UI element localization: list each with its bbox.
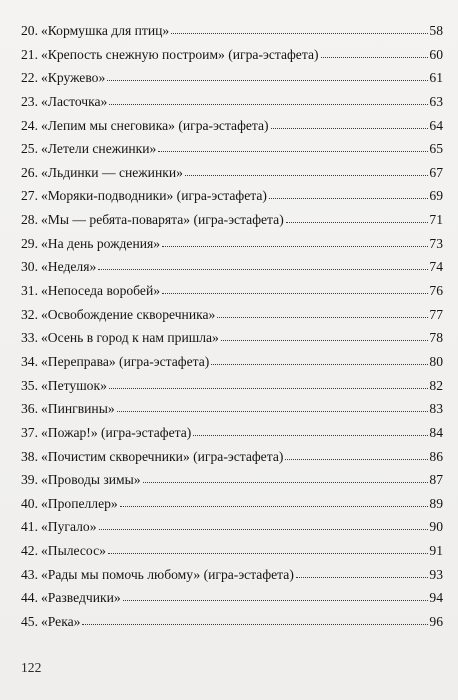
toc-entry	[21, 259, 443, 283]
dot-leader	[120, 505, 428, 507]
entry-number: 27.	[21, 188, 38, 204]
toc-entry	[21, 472, 443, 496]
dot-leader	[321, 56, 428, 58]
entry-title: «Проводы зимы»	[41, 472, 141, 488]
entry-number: 40.	[21, 495, 38, 511]
toc-entry	[21, 378, 443, 402]
toc-entry	[21, 330, 443, 354]
entry-page-number: 80	[429, 353, 443, 369]
entry-title: «Пингвины»	[41, 401, 115, 417]
entry-title: «Неделя»	[41, 259, 97, 275]
entry-number: 38.	[21, 448, 38, 464]
entry-number: 43.	[21, 566, 38, 582]
toc-entry	[21, 614, 443, 638]
dot-leader	[109, 387, 428, 389]
entry-page-number: 93	[429, 566, 443, 582]
entry-number: 41.	[21, 519, 38, 535]
dot-leader	[109, 103, 428, 105]
entry-title: «Пылесос»	[41, 543, 106, 559]
toc-entry	[21, 236, 443, 260]
entry-title: «Осень в город к нам пришла»	[41, 330, 219, 346]
entry-number: 28.	[21, 212, 38, 228]
dot-leader	[193, 434, 428, 436]
entry-number: 22.	[21, 70, 38, 86]
dot-leader	[211, 363, 428, 365]
toc-entry	[21, 23, 443, 47]
entry-page-number: 74	[429, 259, 443, 275]
entry-title: «Рады мы помочь любому» (игра-эстафета)	[41, 566, 294, 582]
dot-leader	[82, 623, 428, 625]
entry-page-number: 58	[429, 23, 443, 38]
dot-leader	[162, 292, 428, 294]
entry-page-number: 89	[429, 495, 443, 511]
toc-entry	[21, 212, 443, 236]
entry-number: 23.	[21, 93, 38, 109]
entry-page-number: 82	[429, 377, 443, 393]
dot-leader	[185, 174, 428, 176]
dot-leader	[217, 316, 428, 318]
dot-leader	[158, 150, 428, 152]
entry-title: «Освобождение скворечника»	[41, 306, 216, 322]
entry-number: 39.	[21, 472, 38, 488]
toc-entry	[21, 307, 443, 331]
toc-entry	[21, 519, 443, 543]
dot-leader	[107, 79, 428, 81]
entry-title: «Петушок»	[41, 377, 107, 393]
entry-page-number: 87	[429, 472, 443, 488]
toc-entry	[21, 590, 443, 614]
entry-title: «Летели снежинки»	[41, 141, 157, 157]
toc-entry	[21, 118, 443, 142]
entry-page-number: 65	[429, 141, 443, 157]
entry-title: «На день рождения»	[41, 235, 161, 251]
entry-number: 45.	[21, 614, 38, 630]
entry-page-number: 76	[429, 283, 443, 299]
entry-page-number: 94	[429, 590, 443, 606]
entry-number: 32.	[21, 306, 38, 322]
dot-leader	[269, 197, 428, 199]
entry-number: 33.	[21, 330, 38, 346]
dot-leader	[99, 528, 428, 530]
entry-title: «Крепость снежную построим» (игра-эстафета)	[41, 46, 319, 62]
entry-page-number: 96	[429, 614, 443, 630]
entry-number: 21.	[21, 46, 38, 62]
toc-entry	[21, 70, 443, 94]
entry-title: «Мы — ребята-поварята» (игра-эстафета)	[41, 212, 284, 228]
entry-page-number: 83	[429, 401, 443, 417]
toc-entry	[21, 47, 443, 71]
dot-leader	[285, 458, 428, 460]
entry-page-number: 64	[429, 117, 443, 133]
toc-entry	[21, 165, 443, 189]
entry-number: 35.	[21, 377, 38, 393]
entry-number: 20.	[21, 23, 38, 38]
dot-leader	[123, 599, 428, 601]
entry-number: 24.	[21, 117, 38, 133]
toc-entry	[21, 449, 443, 473]
entry-number: 30.	[21, 259, 38, 275]
entry-page-number: 90	[429, 519, 443, 535]
entry-title: «Разведчики»	[41, 590, 121, 606]
toc-entry	[21, 543, 443, 567]
toc-entry	[21, 94, 443, 118]
entry-title: «Переправа» (игра-эстафета)	[41, 353, 210, 369]
entry-title: «Пугало»	[41, 519, 97, 535]
dot-leader	[143, 481, 428, 483]
entry-title: «Пожар!» (игра-эстафета)	[41, 424, 192, 440]
entry-page-number: 73	[429, 235, 443, 251]
entry-title: «Кружево»	[41, 70, 106, 86]
entry-page-number: 69	[429, 188, 443, 204]
entry-number: 29.	[21, 235, 38, 251]
entry-number: 36.	[21, 401, 38, 417]
entry-page-number: 67	[429, 164, 443, 180]
entry-page-number: 77	[429, 306, 443, 322]
dot-leader	[221, 339, 428, 341]
entry-title: «Река»	[41, 614, 81, 630]
dot-leader	[117, 410, 428, 412]
toc-entry	[21, 425, 443, 449]
dot-leader	[296, 576, 428, 578]
dot-leader	[108, 552, 428, 554]
entry-page-number: 91	[429, 543, 443, 559]
dot-leader	[98, 268, 428, 270]
page-number: 122	[21, 660, 42, 675]
entry-page-number: 71	[429, 212, 443, 228]
toc-entry	[21, 141, 443, 165]
dot-leader	[271, 127, 428, 129]
toc-entry	[21, 401, 443, 425]
entry-page-number: 78	[429, 330, 443, 346]
entry-number: 26.	[21, 164, 38, 180]
entry-title: «Лепим мы снеговика» (игра-эстафета)	[41, 117, 269, 133]
toc-entry	[21, 188, 443, 212]
dot-leader	[286, 221, 428, 223]
entry-title: «Пропеллер»	[41, 495, 118, 511]
table-of-contents	[21, 23, 443, 638]
entry-number: 44.	[21, 590, 38, 606]
entry-number: 34.	[21, 353, 38, 369]
entry-title: «Ласточка»	[41, 93, 108, 109]
entry-page-number: 86	[429, 448, 443, 464]
entry-number: 42.	[21, 543, 38, 559]
entry-title: «Моряки-подводники» (игра-эстафета)	[41, 188, 267, 204]
entry-page-number: 61	[429, 70, 443, 86]
entry-page-number: 84	[429, 424, 443, 440]
toc-entry	[21, 496, 443, 520]
dot-leader	[171, 32, 428, 34]
entry-title: «Непоседа воробей»	[41, 283, 161, 299]
entry-page-number: 63	[429, 93, 443, 109]
entry-page-number: 60	[429, 46, 443, 62]
entry-title: «Льдинки — снежинки»	[41, 164, 183, 180]
entry-number: 25.	[21, 141, 38, 157]
entry-number: 31.	[21, 283, 38, 299]
entry-title: «Кормушка для птиц»	[41, 23, 170, 38]
toc-entry	[21, 354, 443, 378]
entry-title: «Почистим скворечники» (игра-эстафета)	[41, 448, 284, 464]
toc-entry	[21, 567, 443, 591]
toc-entry	[21, 283, 443, 307]
dot-leader	[162, 245, 428, 247]
entry-number: 37.	[21, 424, 38, 440]
